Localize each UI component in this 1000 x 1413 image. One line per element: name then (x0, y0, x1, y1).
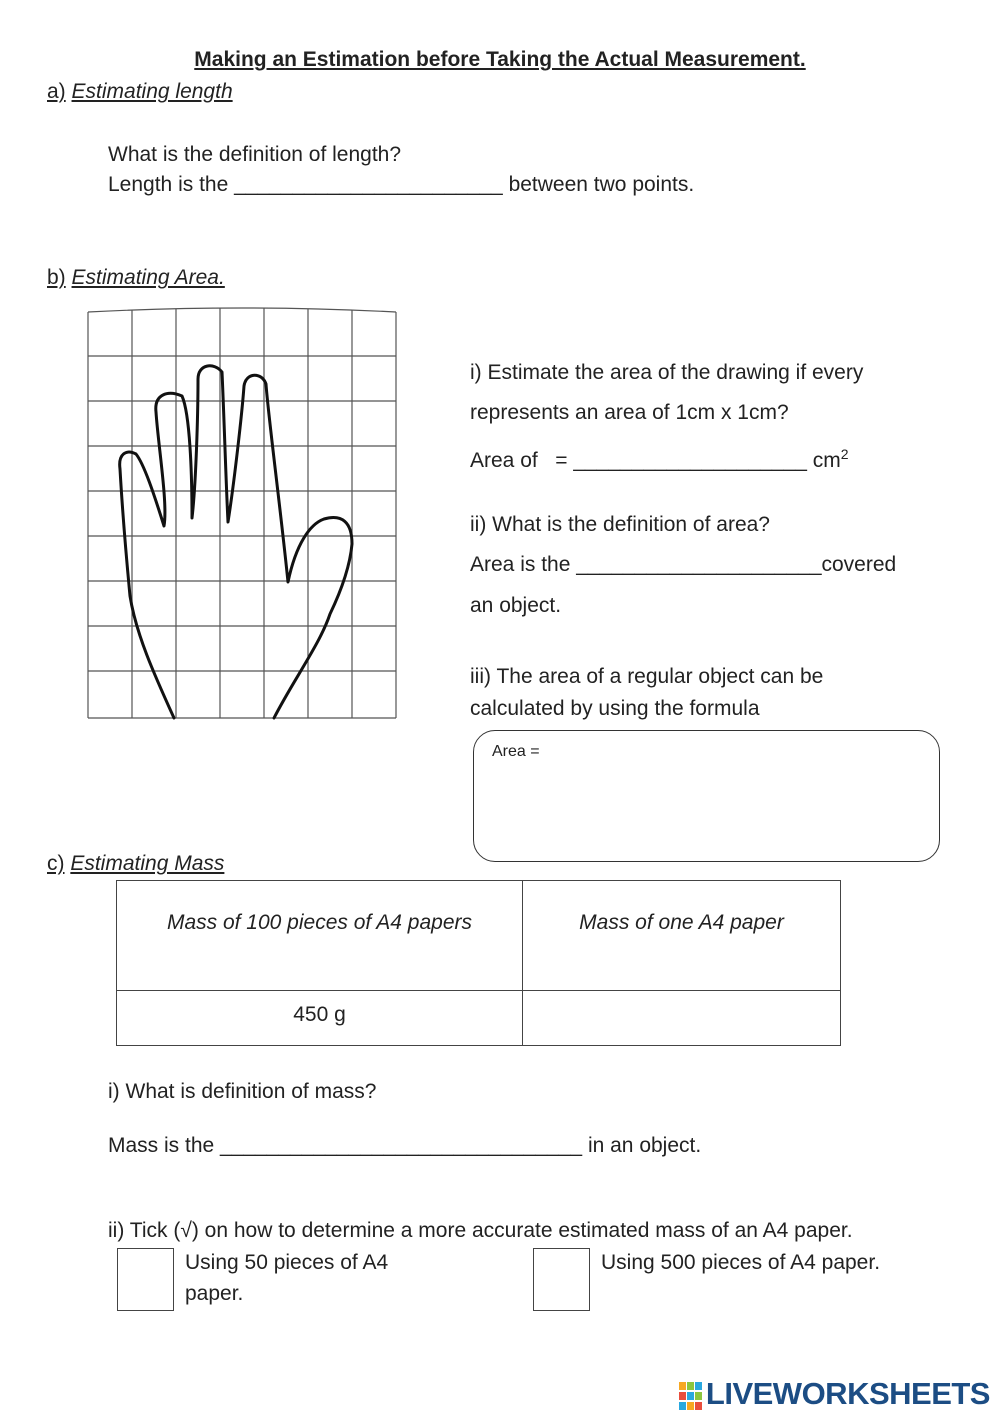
section-b-title: Estimating Area. (71, 266, 225, 289)
area-unit: cm (812, 449, 841, 472)
section-a-prefix: a) (47, 80, 66, 103)
table-row (117, 881, 841, 991)
section-a-title: Estimating length (71, 80, 233, 103)
area-answer-label: Area of = (470, 449, 568, 472)
length-fill-after: between two points. (508, 173, 695, 196)
area-question-2-line1: ii) What is the definition of area? (470, 513, 770, 536)
option-50-pieces-checkbox[interactable] (117, 1248, 174, 1311)
section-c-title: Estimating Mass (70, 852, 225, 875)
mass-table (116, 880, 841, 1046)
option-500-pieces-label: Using 500 pieces of A4 paper. (601, 1251, 881, 1274)
mass-question-1: i) What is definition of mass? (108, 1080, 377, 1103)
table-cell: 450 g (117, 991, 523, 1046)
length-blank[interactable]: _______________________ (234, 173, 503, 196)
area-answer-line (470, 441, 849, 474)
option-50-pieces-line2: paper. (185, 1282, 244, 1305)
area-answer-blank[interactable]: ____________________ (573, 449, 807, 472)
area-question-1-line2: represents an area of 1cm x 1cm? (470, 401, 789, 424)
area-question-2-line3: an object. (470, 594, 562, 617)
hand-outline (120, 366, 352, 718)
area-question-1-line1: i) Estimate the area of the drawing if every (470, 361, 864, 384)
area-unit-exponent: 2 (840, 446, 849, 462)
table-header-cell: Mass of one A4 paper (523, 881, 841, 991)
table-header-cell: Mass of 100 pieces of A4 papers (117, 881, 523, 991)
area-definition-before: Area is the (470, 553, 571, 576)
mass-one-paper-answer-cell[interactable] (523, 991, 841, 1046)
section-c-heading (47, 851, 224, 877)
area-question-3-line2: calculated by using the formula (470, 697, 760, 720)
table-row (117, 991, 841, 1046)
section-a-heading (47, 79, 233, 105)
area-question-3-line1: iii) The area of a regular object can be (470, 665, 824, 688)
worksheet-title: Making an Estimation before Taking the Actual Measurement. (194, 48, 806, 71)
liveworksheets-logo-icon (679, 1382, 703, 1410)
length-fill-line (108, 172, 694, 198)
mass-question-2: ii) Tick (√) on how to determine a more accurate estimated mass of an A4 paper. (108, 1219, 853, 1242)
mass-definition-blank[interactable]: _______________________________ (220, 1134, 583, 1157)
formula-label: Area = (492, 743, 540, 760)
liveworksheets-brand-text: LIVEWORKSHEETS (705, 1376, 990, 1411)
option-500-pieces-checkbox[interactable] (533, 1248, 590, 1311)
length-fill-before: Length is the (108, 173, 229, 196)
mass-definition-before: Mass is the (108, 1134, 215, 1157)
length-question: What is the definition of length? (108, 143, 402, 166)
section-b-heading (47, 265, 225, 291)
section-b-prefix: b) (47, 266, 66, 289)
square-grid (88, 308, 396, 718)
area-definition-blank[interactable]: _____________________ (576, 553, 822, 576)
area-definition-after: covered (821, 553, 897, 576)
option-50-pieces-line1: Using 50 pieces of A4 (185, 1251, 389, 1274)
section-c-prefix: c) (47, 852, 65, 875)
mass-definition-after: in an object. (587, 1134, 702, 1157)
hand-grid-drawing (84, 304, 400, 722)
mass-definition-line (108, 1133, 701, 1159)
formula-answer-box[interactable] (473, 730, 940, 862)
liveworksheets-logo (679, 1376, 990, 1412)
area-definition-line (470, 552, 896, 578)
